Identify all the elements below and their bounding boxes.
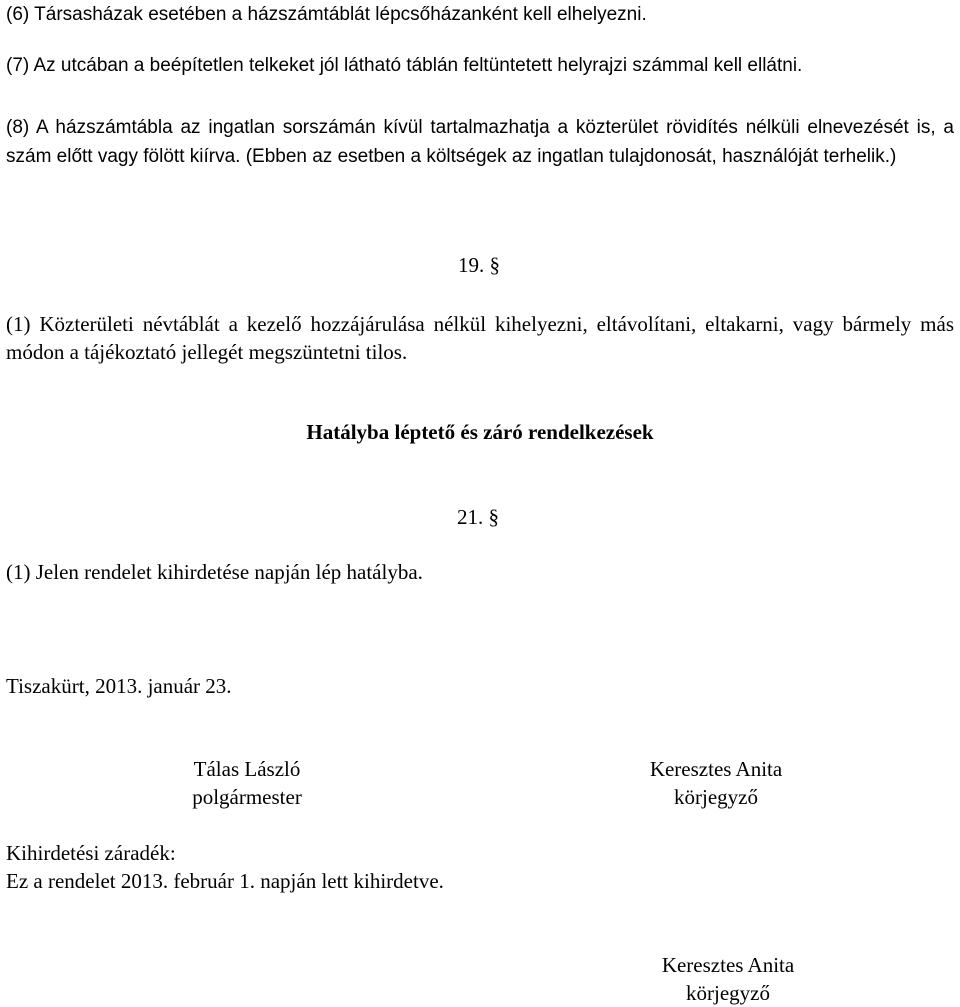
section-19-heading: 19. § xyxy=(458,253,500,277)
section-21-heading: 21. § xyxy=(457,505,499,529)
section-19-paragraph-1: (1) Közterületi névtáblát a kezelő hozzájárulása nélkül kihelyezni, eltávolítani, eltakarni, vagy bármely más módon a tájékoztató jellegét megszüntetni tilos. xyxy=(6,312,954,364)
left-signatory-name: Tálas László xyxy=(193,757,301,781)
promulgation-label: Kihirdetési záradék: xyxy=(6,841,176,865)
section-21-paragraph-1: (1) Jelen rendelet kihirdetése napján lép hatályba. xyxy=(6,560,423,584)
paragraph-8: (8) A házszámtábla az ingatlan sorszámán kívül tartalmazhatja a közterület rövidítés nélküli elnevezését is, a szám előtt vagy fölött kiírva. (Ebben az esetben a költségek az ingatlan tulajdonosát, használóját terhelik.) xyxy=(6,117,954,167)
promulgation-text: Ez a rendelet 2013. február 1. napján lett kihirdetve. xyxy=(6,869,444,893)
left-signatory-title: polgármester xyxy=(192,785,302,809)
closing-provisions-heading: Hatályba léptető és záró rendelkezések xyxy=(306,420,654,444)
place-and-date: Tiszakürt, 2013. január 23. xyxy=(6,674,232,698)
final-signatory-name: Keresztes Anita xyxy=(661,953,795,977)
paragraph-6: (6) Társasházak esetében a házszámtáblát lépcsőházanként kell elhelyezni. xyxy=(6,4,647,25)
paragraph-7: (7) Az utcában a beépítetlen telkeket jól látható táblán feltüntetett helyrajzi számmal kell ellátni. xyxy=(6,55,803,76)
final-signatory-title: körjegyző xyxy=(686,981,770,1005)
right-signatory-name: Keresztes Anita xyxy=(649,757,783,781)
right-signatory-title: körjegyző xyxy=(674,785,758,809)
